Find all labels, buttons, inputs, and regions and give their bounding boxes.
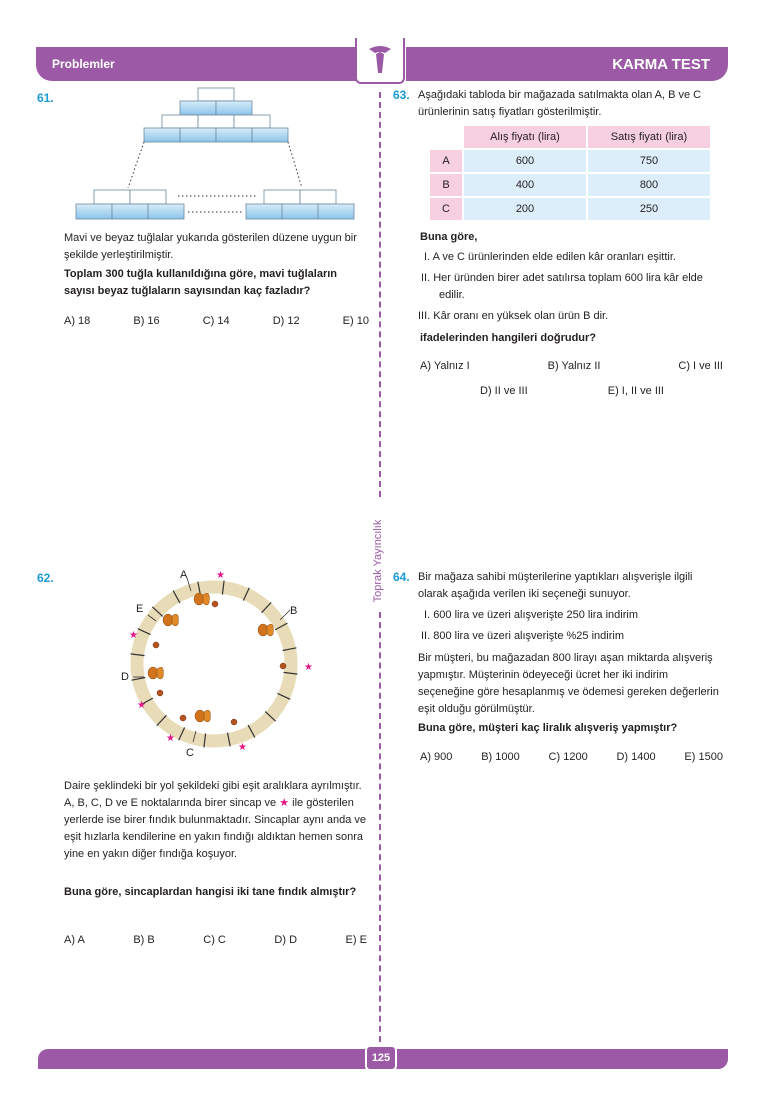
q64-option-a[interactable]: A) 900	[420, 751, 453, 763]
svg-text:★: ★	[129, 630, 138, 641]
q63-statement-2: II. Her üründen birer adet satılırsa toplam 600 lira kâr elde edilir.	[421, 272, 703, 301]
q62-question: Buna göre, sincaplardan hangisi iki tane fındık almıştır?	[64, 886, 357, 898]
q62-option-b[interactable]: B) B	[133, 934, 155, 946]
question-number-64: 64.	[393, 570, 410, 584]
q61-option-e[interactable]: E) 10	[342, 315, 369, 327]
q63-statement-3: III. Kâr oranı en yüksek olan ürün B dir.	[418, 310, 609, 322]
q64-option-b[interactable]: B) 1000	[481, 751, 520, 763]
circular-road-figure	[120, 566, 320, 762]
svg-text:★: ★	[216, 570, 225, 581]
question-number-63: 63.	[393, 88, 410, 102]
q63-options-row2	[480, 385, 664, 397]
q64-options	[420, 751, 723, 763]
q63-lead: Buna göre,	[420, 231, 478, 243]
q62-text: Daire şeklindeki bir yol şekildeki gibi eşit aralıklara ayrılmıştır. A, B, C, D ve E noktalarında birer sincap ve ★ ile gösterilen yerlerde ise birer fındık bulunmaktadır. Sincaplar aynı anda ve eşit hızlarla kendilerine en yakın fındığı aldıktan hemen sonra yine en yakın diğer fındığa koşuyor.	[64, 780, 367, 860]
q63-option-c[interactable]: C) I ve III	[678, 360, 723, 372]
q63-option-a[interactable]: A) Yalnız I	[420, 360, 470, 372]
svg-text:★: ★	[137, 700, 146, 711]
q62-option-a[interactable]: A) A	[64, 934, 85, 946]
q61-option-d[interactable]: D) 12	[272, 315, 300, 327]
q64-text: Bir müşteri, bu mağazadan 800 lirayı aşan miktarda alışveriş yapmıştır. Müşterinin ödeyeceği ücret her iki indirim seçeneğine göre hesaplanmış ve ödemesi gereken değerlerin eşit olduğu görülmüştür.	[418, 652, 719, 715]
svg-text:★: ★	[166, 733, 175, 744]
brick-pyramid-figure	[74, 86, 359, 222]
squirrel-icons	[148, 593, 273, 722]
q64-option-e[interactable]: E) 1500	[684, 751, 723, 763]
svg-text:★: ★	[238, 742, 247, 753]
q63-options-row1	[420, 360, 723, 372]
column-divider-bottom	[379, 612, 381, 1042]
q64-question: Buna göre, müşteri kaç liralık alışveriş yapmıştır?	[418, 722, 678, 734]
q61-option-b[interactable]: B) 16	[133, 315, 160, 327]
q64-option-c[interactable]: C) 1200	[548, 751, 588, 763]
table-row: A 600 750	[430, 150, 710, 172]
q61-question: Toplam 300 tuğla kullanıldığına göre, mavi tuğlaların sayısı beyaz tuğlaların sayısından kaç fazladır?	[64, 268, 338, 297]
point-label-e: E	[136, 603, 144, 615]
question-number-62: 62.	[37, 571, 54, 585]
header-section-title: Problemler	[36, 47, 356, 81]
point-label-d: D	[121, 671, 129, 683]
point-label-c: C	[186, 747, 194, 759]
table-row: B 400 800	[430, 174, 710, 196]
q64-item-2: II. 800 lira ve üzeri alışverişte %25 indirim	[421, 630, 624, 642]
publisher-side-text: Toprak Yayıncılık	[372, 519, 384, 603]
svg-text:★: ★	[304, 662, 313, 673]
q61-options	[64, 315, 369, 327]
q63-question: ifadelerinden hangileri doğrudur?	[420, 332, 597, 344]
column-divider-top	[379, 92, 381, 497]
q62-option-c[interactable]: C) C	[203, 934, 226, 946]
q62-option-e[interactable]: E) E	[345, 934, 367, 946]
table-header-sell: Satış fiyatı (lira)	[588, 126, 710, 148]
q63-option-b[interactable]: B) Yalnız II	[547, 360, 601, 372]
q64-item-1: I. 600 lira ve üzeri alışverişte 250 lira indirim	[424, 609, 638, 621]
point-label-a: A	[180, 569, 188, 581]
table-header-buy: Alış fiyatı (lira)	[464, 126, 586, 148]
q62-options	[64, 934, 367, 946]
point-label-b: B	[290, 605, 298, 617]
q63-option-d[interactable]: D) II ve III	[480, 385, 528, 397]
q61-text: Mavi ve beyaz tuğlalar yukarıda gösterilen düzene uygun bir şekilde yerleştirilmiştir.	[64, 232, 357, 261]
q61-option-c[interactable]: C) 14	[202, 315, 230, 327]
q63-option-e[interactable]: E) I, II ve III	[607, 385, 664, 397]
price-table	[428, 124, 712, 222]
question-number-61: 61.	[37, 91, 54, 105]
logo-icon	[365, 43, 395, 77]
q63-statement-1: I. A ve C ürünlerinden elde edilen kâr oranları eşittir.	[424, 251, 676, 263]
q64-intro: Bir mağaza sahibi müşterilerine yaptıkları alışverişle ilgili olarak aşağıda verilen iki seçeneği sunuyor.	[418, 571, 693, 600]
q63-intro: Aşağıdaki tabloda bir mağazada satılmakta olan A, B ve C ürünlerinin satış fiyatları gösterilmiştir.	[418, 89, 702, 118]
publisher-logo	[355, 38, 405, 84]
page-number: 125	[365, 1045, 397, 1071]
q61-option-a[interactable]: A) 18	[64, 315, 91, 327]
q64-option-d[interactable]: D) 1400	[616, 751, 656, 763]
table-row: C 200 250	[430, 198, 710, 220]
q62-option-d[interactable]: D) D	[274, 934, 298, 946]
header-test-title: KARMA TEST	[406, 47, 728, 81]
star-icon: ★	[279, 797, 290, 809]
